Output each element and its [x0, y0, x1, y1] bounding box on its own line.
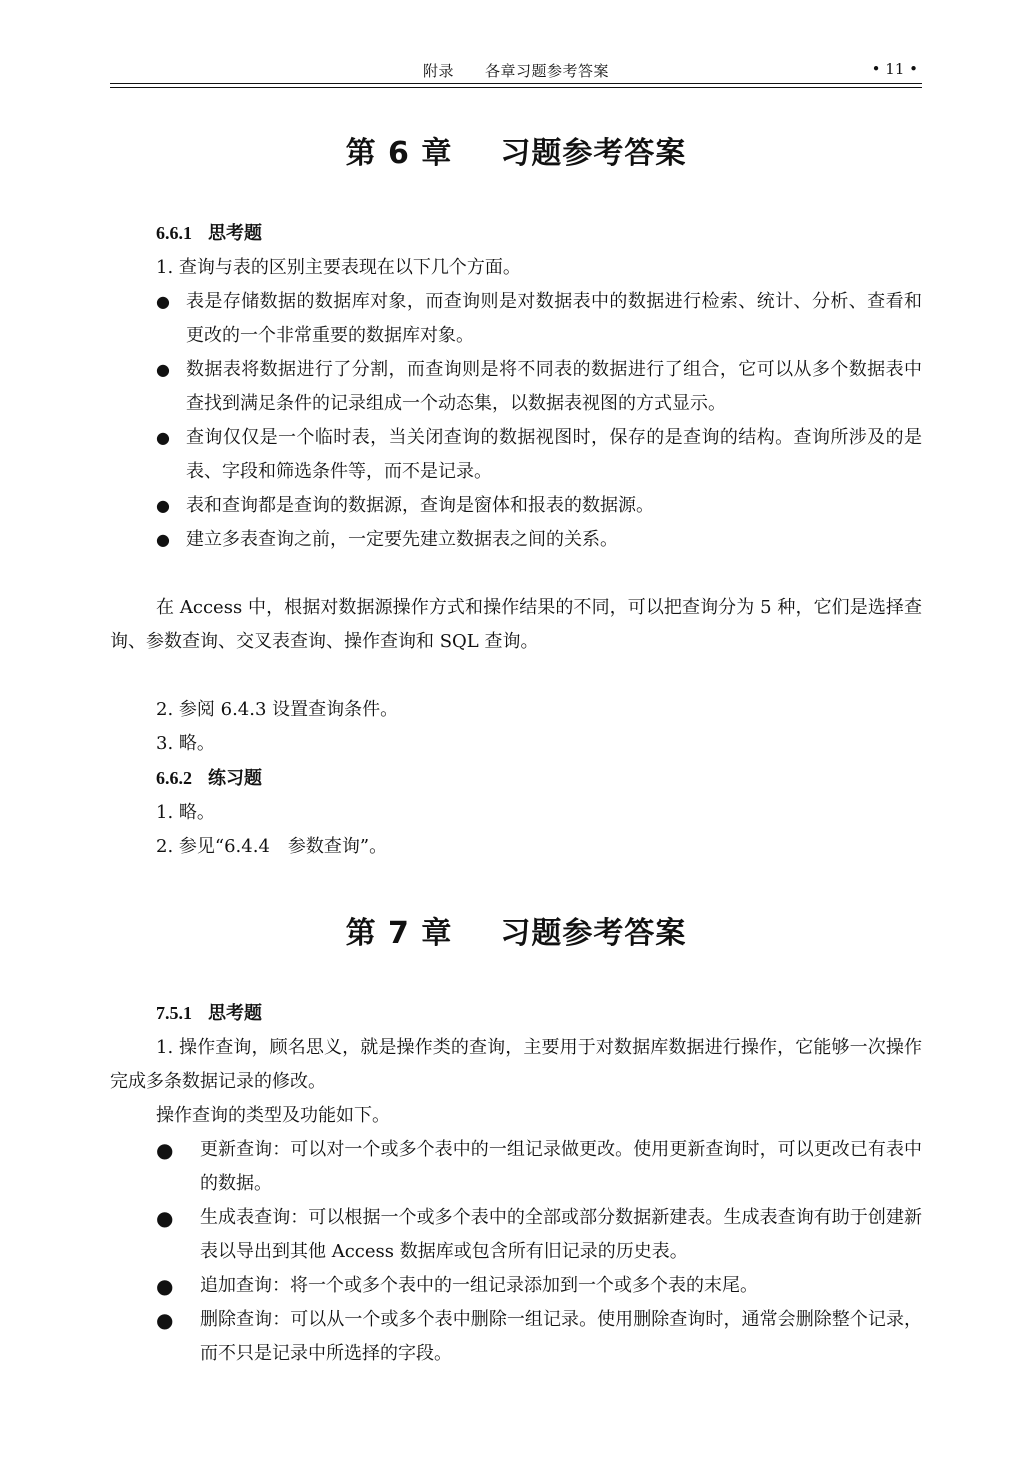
list-item-text: 数据表将数据进行了分割，而查询则是将不同表的数据进行了组合，它可以从多个数据表中查找到满足条件的记录组成一个动态集，以数据表视图的方式显示。 [186, 359, 922, 414]
section-number: 6.6.1 [156, 223, 192, 243]
list-item [110, 1269, 922, 1303]
chapter-7-title [0, 908, 1032, 952]
list-item [110, 1303, 922, 1371]
section-title: 思考题 [208, 223, 262, 244]
header-rule-thick [110, 83, 922, 84]
exercise-1: 1. 略。 [156, 802, 215, 823]
chapter-6-body [110, 216, 922, 864]
list-item-text: 查询仅仅是一个临时表，当关闭查询的数据视图时，保存的是查询的结构。查询所涉及的是表、字段和筛选条件等，而不是记录。 [186, 427, 922, 482]
section-7-5-1 [110, 996, 922, 1031]
bullet-icon: ● [156, 1308, 174, 1332]
list-item-text: 删除查询：可以从一个或多个表中删除一组记录。使用删除查询时，通常会删除整个记录，而不只是记录中所选择的字段。 [200, 1309, 922, 1364]
list-item-text: 更新查询：可以对一个或多个表中的一组记录做更改。使用更新查询时，可以更改已有表中的数据。 [200, 1139, 922, 1194]
list-item-text: 追加查询：将一个或多个表中的一组记录添加到一个或多个表的末尾。 [200, 1275, 758, 1296]
list-item-text: 建立多表查询之前，一定要先建立数据表之间的关系。 [186, 529, 618, 550]
list-item-text: 表是存储数据的数据库对象，而查询则是对数据表中的数据进行检索、统计、分析、查看和更改的一个非常重要的数据库对象。 [186, 291, 922, 346]
section-number: 6.6.2 [156, 768, 192, 788]
list-item [110, 489, 922, 523]
bullet-icon: ● [156, 530, 170, 549]
list-item [110, 421, 922, 489]
section-number: 7.5.1 [156, 1003, 192, 1023]
bullet-icon: ● [156, 496, 170, 515]
bullet-icon: ● [156, 1138, 174, 1162]
question-1: 1. 操作查询，顾名思义，就是操作类的查询，主要用于对数据库数据进行操作，它能够一次操作完成多条数据记录的修改。 [110, 1037, 922, 1092]
page-number: • 11 • [871, 60, 918, 78]
exercise-2: 2. 参见“6.4.4 参数查询”。 [156, 836, 388, 857]
bullet-icon: ● [156, 360, 170, 379]
question-1: 1. 查询与表的区别主要表现在以下几个方面。 [156, 257, 521, 278]
header-rule-thin [110, 87, 922, 88]
running-title: 附录 各章习题参考答案 [422, 62, 609, 80]
question-2: 2. 参阅 6.4.3 设置查询条件。 [156, 699, 399, 720]
section-6-6-1 [110, 216, 922, 251]
list-item-text: 生成表查询：可以根据一个或多个表中的全部或部分数据新建表。生成表查询有助于创建新表以导出到其他 Access 数据库或包含所有旧记录的历史表。 [200, 1207, 922, 1262]
bullet-icon: ● [156, 292, 170, 311]
list-item [110, 523, 922, 557]
page-header [110, 60, 922, 82]
chapter-6-number: 第 6 章 [345, 136, 453, 171]
list-item [110, 1201, 922, 1269]
bullet-icon: ● [156, 428, 170, 447]
section-title: 练习题 [208, 768, 262, 789]
types-intro: 操作查询的类型及功能如下。 [156, 1105, 390, 1126]
list-item-text: 表和查询都是查询的数据源，查询是窗体和报表的数据源。 [186, 495, 654, 516]
list-item [110, 1133, 922, 1201]
query-types-paragraph: 在 Access 中，根据对数据源操作方式和操作结果的不同，可以把查询分为 5 种，它们是选择查询、参数查询、交叉表查询、操作查询和 SQL 查询。 [110, 597, 922, 652]
chapter-6-title [0, 128, 1032, 172]
question-3: 3. 略。 [156, 733, 215, 754]
section-6-6-2 [110, 761, 922, 796]
chapter-7-heading: 习题参考答案 [500, 916, 687, 951]
chapter-7-body [110, 996, 922, 1371]
bullet-icon: ● [156, 1274, 174, 1298]
list-item [110, 353, 922, 421]
chapter-6-heading: 习题参考答案 [500, 136, 687, 171]
section-title: 思考题 [208, 1003, 262, 1024]
bullet-icon: ● [156, 1206, 174, 1230]
chapter-7-number: 第 7 章 [345, 916, 453, 951]
list-item [110, 285, 922, 353]
